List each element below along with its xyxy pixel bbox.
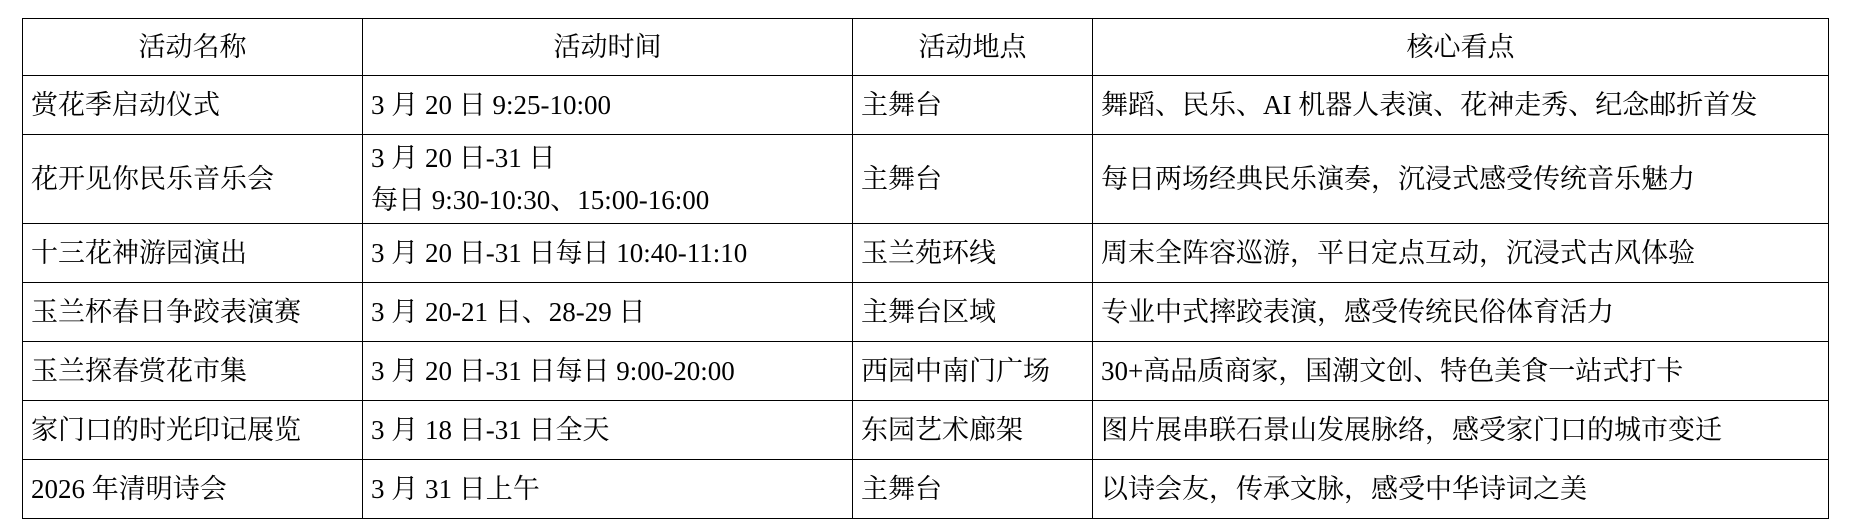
time-line: 每日 9:30-10:30、15:00-16:00: [371, 185, 710, 215]
cell-activity-time: [363, 76, 853, 135]
table-row: [23, 224, 1829, 283]
cell-activity-name: 玉兰杯春日争跤表演赛: [23, 283, 363, 342]
table-header: [23, 19, 1829, 76]
time-line: 3 月 31 日上午: [371, 473, 540, 504]
time-line: 3 月 20 日 9:25-10:00: [371, 89, 611, 120]
cell-activity-place: 玉兰苑环线: [853, 224, 1093, 283]
cell-activity-name: 家门口的时光印记展览: [23, 401, 363, 460]
cell-activity-highlight: 图片展串联石景山发展脉络，感受家门口的城市变迁: [1093, 401, 1829, 460]
activity-schedule-table: [22, 18, 1829, 519]
cell-activity-time: [363, 283, 853, 342]
cell-activity-place: 主舞台: [853, 76, 1093, 135]
table-header-row: [23, 19, 1829, 76]
cell-activity-name: 2026 年清明诗会: [23, 460, 363, 519]
time-line: 3 月 20 日-31 日每日 9:00-20:00: [371, 355, 735, 386]
cell-activity-place: 主舞台区域: [853, 283, 1093, 342]
time-line: 3 月 20-21 日、28-29 日: [371, 296, 646, 327]
table-row: [23, 342, 1829, 401]
time-line: 3 月 18 日-31 日全天: [371, 414, 610, 445]
cell-activity-name: 赏花季启动仪式: [23, 76, 363, 135]
table-row: [23, 76, 1829, 135]
cell-activity-time: [363, 401, 853, 460]
table-row: [23, 135, 1829, 224]
column-header-highlight: 核心看点: [1093, 19, 1829, 76]
cell-activity-name: 花开见你民乐音乐会: [23, 135, 363, 224]
cell-activity-time: [363, 342, 853, 401]
cell-activity-place: 西园中南门广场: [853, 342, 1093, 401]
table-row: [23, 401, 1829, 460]
time-line: 3 月 20 日-31 日每日 10:40-11:10: [371, 237, 748, 268]
cell-activity-name: 十三花神游园演出: [23, 224, 363, 283]
column-header-place: 活动地点: [853, 19, 1093, 76]
cell-activity-name: 玉兰探春赏花市集: [23, 342, 363, 401]
cell-activity-time: [363, 135, 853, 224]
cell-activity-time: [363, 224, 853, 283]
cell-activity-highlight: 30+高品质商家，国潮文创、特色美食一站式打卡: [1093, 342, 1829, 401]
cell-activity-highlight: 周末全阵容巡游，平日定点互动，沉浸式古风体验: [1093, 224, 1829, 283]
column-header-name: 活动名称: [23, 19, 363, 76]
cell-activity-place: 主舞台: [853, 460, 1093, 519]
table-row: [23, 283, 1829, 342]
cell-activity-highlight: 舞蹈、民乐、AI 机器人表演、花神走秀、纪念邮折首发: [1093, 76, 1829, 135]
cell-activity-highlight: 专业中式摔跤表演，感受传统民俗体育活力: [1093, 283, 1829, 342]
cell-activity-highlight: 以诗会友，传承文脉，感受中华诗词之美: [1093, 460, 1829, 519]
table-row: [23, 460, 1829, 519]
column-header-time: 活动时间: [363, 19, 853, 76]
table-body: [23, 76, 1829, 519]
time-line: 3 月 20 日-31 日: [371, 142, 556, 173]
cell-activity-highlight: 每日两场经典民乐演奏，沉浸式感受传统音乐魅力: [1093, 135, 1829, 224]
cell-activity-place: 主舞台: [853, 135, 1093, 224]
cell-activity-place: 东园艺术廊架: [853, 401, 1093, 460]
cell-activity-time: [363, 460, 853, 519]
